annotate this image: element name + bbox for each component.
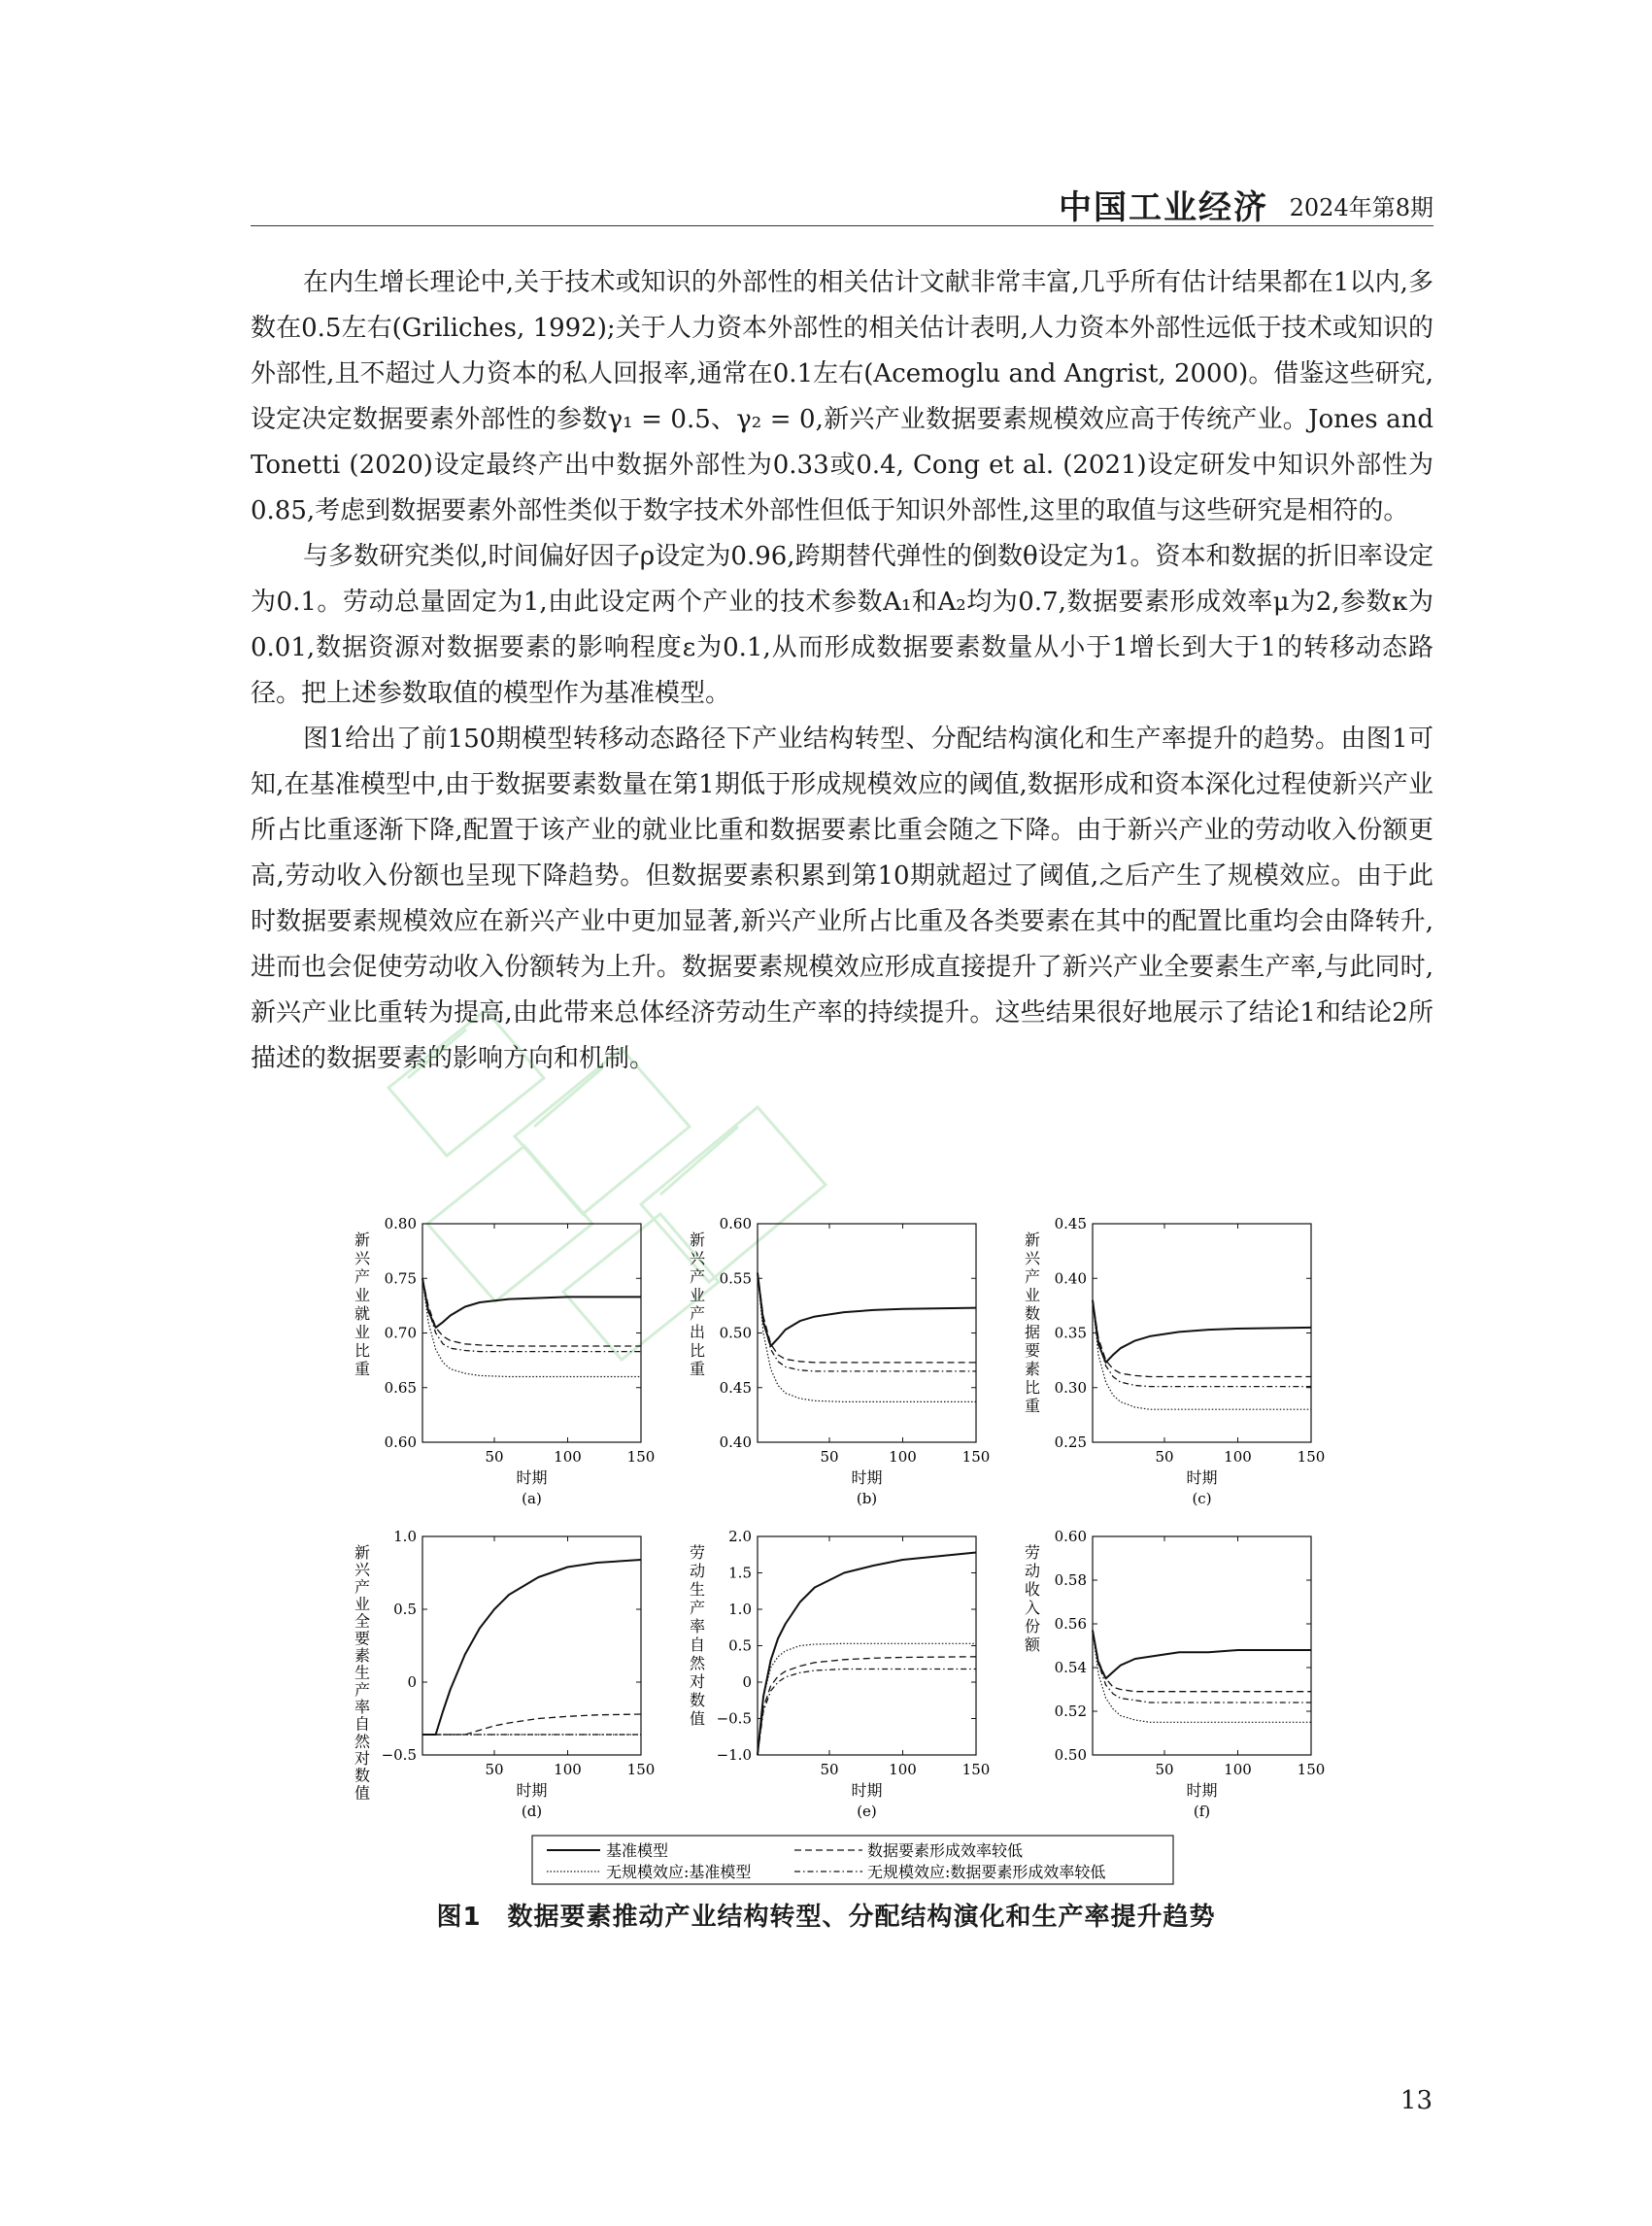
series-line-solid bbox=[758, 1273, 976, 1346]
y-axis-label: 劳动收入份额 bbox=[1024, 1543, 1041, 1654]
y-tick-label: 0.52 bbox=[1054, 1703, 1087, 1720]
y-tick-label: 2.0 bbox=[728, 1528, 752, 1545]
y-tick-label: 0.5 bbox=[393, 1601, 417, 1618]
figure-legend bbox=[547, 1841, 1105, 1881]
chart-panel bbox=[354, 1215, 655, 1507]
journal-title: 中国工业经济 bbox=[1059, 188, 1268, 227]
series-line-solid bbox=[422, 1278, 641, 1328]
body-text bbox=[251, 260, 1433, 1082]
panel-label: (e) bbox=[857, 1803, 877, 1820]
y-tick-label: 0.70 bbox=[384, 1324, 417, 1342]
y-tick-label: 1.0 bbox=[728, 1601, 752, 1618]
plot-frame bbox=[422, 1224, 641, 1442]
x-tick-label: 50 bbox=[820, 1448, 839, 1466]
y-axis-label: 新兴产业数据要素比重 bbox=[1024, 1231, 1041, 1415]
y-tick-label: 0.58 bbox=[1054, 1571, 1087, 1589]
legend-label: 无规模效应:基准模型 bbox=[606, 1863, 752, 1881]
figure-caption: 图1 数据要素推动产业结构转型、分配结构演化和生产率提升趋势 bbox=[436, 1903, 1216, 1932]
plot-frame bbox=[422, 1536, 641, 1755]
series-line-dashdot bbox=[758, 1273, 976, 1371]
series-line-dotted bbox=[422, 1278, 641, 1376]
y-tick-label: 0.56 bbox=[1054, 1615, 1087, 1633]
y-tick-label: 0.50 bbox=[1054, 1746, 1087, 1764]
y-tick-label: 0.45 bbox=[1054, 1215, 1087, 1232]
x-tick-label: 150 bbox=[1297, 1448, 1326, 1466]
y-tick-label: 0.40 bbox=[719, 1433, 752, 1451]
series-line-dotted bbox=[758, 1643, 976, 1755]
series-line-solid bbox=[758, 1553, 976, 1756]
y-tick-label: 1.0 bbox=[393, 1528, 417, 1545]
y-tick-label: 0.45 bbox=[719, 1378, 752, 1397]
y-tick-label: 0.54 bbox=[1054, 1659, 1087, 1676]
legend-label: 数据要素形成效率较低 bbox=[867, 1841, 1024, 1860]
series-line-dotted bbox=[1093, 1300, 1311, 1409]
x-tick-label: 150 bbox=[1297, 1761, 1326, 1778]
x-tick-label: 50 bbox=[1155, 1761, 1174, 1778]
series-line-solid bbox=[1093, 1631, 1311, 1679]
series-line-dashed bbox=[758, 1657, 976, 1755]
x-tick-label: 100 bbox=[554, 1761, 582, 1778]
x-tick-label: 150 bbox=[626, 1761, 656, 1778]
paragraph-3: 图1给出了前150期模型转移动态路径下产业结构转型、分配结构演化和生产率提升的趋势。由图1可知,在基准模型中,由于数据要素数量在第1期低于形成规模效应的阈值,数据形成和资本深化过程使新兴产业所占比重逐渐下降,配置于该产业的就业比重和数据要素比重会随之下降。由于新兴产业的劳动收入份额更高,劳动收入份额也呈现下降趋势。但数据要素积累到第10期就超过了阈值,之后产生了规模效应。由于此时数据要素规模效应在新兴产业中更加显著,新兴产业所占比重及各类要素在其中的配置比重均会由降转升,进而也会促使劳动收入份额转为上升。数据要素规模效应形成直接提升了新兴产业全要素生产率,与此同时,新兴产业比重转为提高,由此带来总体经济劳动生产率的持续提升。这些结果很好地展示了结论1和结论2所描述的数据要素的影响方向和机制。 bbox=[251, 725, 1433, 1073]
panel-label: (c) bbox=[1192, 1490, 1212, 1507]
series-line-dashdot bbox=[422, 1278, 641, 1351]
series-line-solid bbox=[1093, 1300, 1311, 1363]
x-tick-label: 50 bbox=[1155, 1448, 1174, 1466]
y-tick-label: 0.50 bbox=[719, 1324, 752, 1342]
page-number: 13 bbox=[1399, 2086, 1433, 2115]
panel-label: (b) bbox=[856, 1490, 878, 1507]
series-line-dashed bbox=[758, 1273, 976, 1363]
x-tick-label: 50 bbox=[820, 1761, 839, 1778]
legend-label: 基准模型 bbox=[606, 1841, 669, 1860]
series-line-dashed bbox=[1093, 1300, 1311, 1377]
x-axis-label: 时期 bbox=[1186, 1781, 1218, 1800]
y-axis-label: 劳动生产率自然对数值 bbox=[689, 1543, 706, 1728]
plot-frame bbox=[758, 1224, 976, 1442]
chart-panel bbox=[1025, 1215, 1325, 1507]
panel-label: (f) bbox=[1193, 1803, 1211, 1820]
y-tick-label: 0.55 bbox=[719, 1269, 752, 1288]
chart-panel bbox=[1025, 1528, 1325, 1820]
y-tick-label: 0.25 bbox=[1054, 1433, 1087, 1451]
y-tick-label: 0 bbox=[742, 1673, 752, 1691]
x-tick-label: 100 bbox=[1224, 1448, 1252, 1466]
series-line-dashed bbox=[422, 1714, 641, 1735]
chart-panel bbox=[354, 1528, 655, 1820]
header-rule bbox=[251, 225, 1433, 226]
plot-frame bbox=[758, 1536, 976, 1755]
series-line-solid bbox=[422, 1560, 641, 1735]
y-tick-label: 0.60 bbox=[1054, 1528, 1087, 1545]
legend-label: 无规模效应:数据要素形成效率较低 bbox=[867, 1863, 1106, 1881]
x-axis-label: 时期 bbox=[1186, 1468, 1218, 1487]
y-axis-label: 新兴产业就业比重 bbox=[354, 1231, 371, 1378]
x-axis-label: 时期 bbox=[516, 1781, 548, 1800]
y-tick-label: 0.30 bbox=[1054, 1378, 1087, 1397]
series-line-dotted bbox=[758, 1273, 976, 1402]
chart-panel bbox=[690, 1528, 990, 1820]
running-header bbox=[251, 183, 1433, 225]
issue-label: 2024年第8期 bbox=[1289, 194, 1433, 221]
paragraph-1: 在内生增长理论中,关于技术或知识的外部性的相关估计文献非常丰富,几乎所有估计结果都在1以内,多数在0.5左右(Griliches, 1992);关于人力资本外部性的相关估计表明,人力资本外部性远低于技术或知识的外部性,且不超过人力资本的私人回报率,通常在0.1左右(Acemoglu and Angrist, 2000)。借鉴这些研究,设定决定数据要素外部性的参数γ₁ = 0.5、γ₂ = 0,新兴产业数据要素规模效应高于传统产业。Jones and Tonetti (2020)设定最终产出中数据外部性为0.33或0.4, Cong et al. (2021)设定研发中知识外部性为0.85,考虑到数据要素外部性类似于数字技术外部性但低于知识外部性,这里的取值与这些研究是相符的。 bbox=[251, 268, 1433, 525]
y-tick-label: 1.5 bbox=[728, 1564, 752, 1582]
y-tick-label: −0.5 bbox=[381, 1746, 417, 1764]
y-tick-label: 0.80 bbox=[384, 1215, 417, 1232]
chart-panel bbox=[690, 1215, 990, 1507]
y-tick-label: 0.40 bbox=[1054, 1269, 1087, 1288]
y-tick-label: −1.0 bbox=[716, 1746, 752, 1764]
x-tick-label: 100 bbox=[1224, 1761, 1252, 1778]
y-tick-label: 0.35 bbox=[1054, 1324, 1087, 1342]
y-tick-label: 0 bbox=[407, 1673, 417, 1691]
series-line-dashed bbox=[1093, 1631, 1311, 1692]
y-tick-label: 0.60 bbox=[719, 1215, 752, 1232]
x-tick-label: 100 bbox=[554, 1448, 582, 1466]
series-line-dotted bbox=[1093, 1631, 1311, 1723]
x-tick-label: 150 bbox=[961, 1761, 991, 1778]
x-tick-label: 150 bbox=[626, 1448, 656, 1466]
x-tick-label: 50 bbox=[485, 1761, 504, 1778]
y-tick-label: 0.5 bbox=[728, 1636, 752, 1655]
x-axis-label: 时期 bbox=[851, 1781, 883, 1800]
series-line-dashdot bbox=[758, 1670, 976, 1756]
x-axis-label: 时期 bbox=[516, 1468, 548, 1487]
x-tick-label: 150 bbox=[961, 1448, 991, 1466]
y-axis-label: 新兴产业产出比重 bbox=[689, 1231, 706, 1378]
y-tick-label: 0.75 bbox=[384, 1269, 417, 1288]
y-tick-label: −0.5 bbox=[716, 1709, 752, 1728]
panel-label: (a) bbox=[522, 1490, 542, 1507]
figure-1 bbox=[330, 1214, 1326, 1884]
y-axis-label: 新兴产业全要素生产率自然对数值 bbox=[354, 1543, 371, 1803]
y-tick-label: 0.65 bbox=[384, 1378, 417, 1397]
x-tick-label: 100 bbox=[889, 1448, 917, 1466]
x-tick-label: 50 bbox=[485, 1448, 504, 1466]
x-axis-label: 时期 bbox=[851, 1468, 883, 1487]
paragraph-2: 与多数研究类似,时间偏好因子ρ设定为0.96,跨期替代弹性的倒数θ设定为1。资本和数据的折旧率设定为0.1。劳动总量固定为1,由此设定两个产业的技术参数A₁和A₂均为0.7,数据要素形成效率μ为2,参数κ为0.01,数据资源对数据要素的影响程度ε为0.1,从而形成数据要素数量从小于1增长到大于1的转移动态路径。把上述参数取值的模型作为基准模型。 bbox=[251, 542, 1433, 708]
y-tick-label: 0.60 bbox=[384, 1433, 417, 1451]
panel-label: (d) bbox=[521, 1803, 543, 1820]
x-tick-label: 100 bbox=[889, 1761, 917, 1778]
